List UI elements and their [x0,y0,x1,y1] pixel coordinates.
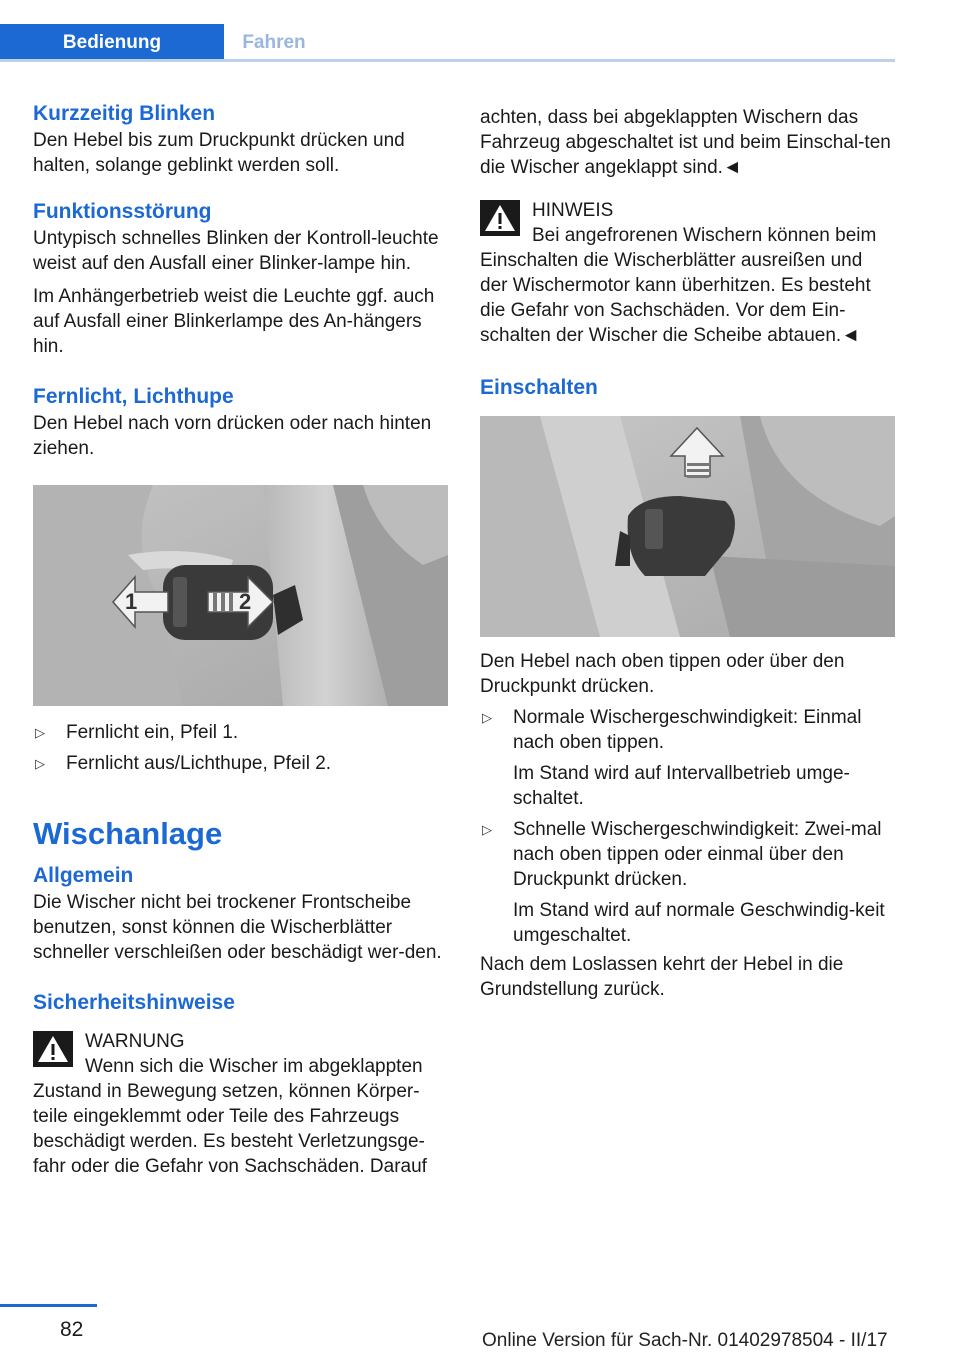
hint-text: Einschalten die Wischerblätter ausreißen und der Wischermotor kann überhitzen. Es besteht die Gefahr von Sachschäden. Vor dem Ein-schalten der Wischer die Scheibe abtauen.◄ [480,250,871,346]
list-item: ▷ Schnelle Wischergeschwindigkeit: Zwei-mal nach oben tippen oder einmal über den Druckpunkt drücken. Im Stand wird auf normale Geschwindig-keit umgeschaltet. [480,817,895,948]
bullet-triangle-icon: ▷ [482,710,492,725]
header-rule [0,59,895,62]
fernlicht-list [33,720,448,776]
tab-fahren[interactable]: Fahren [242,32,306,53]
tab-bedienung[interactable]: Bedienung [0,24,224,62]
bullet-triangle-icon: ▷ [35,756,45,771]
page-number: 82 [60,1318,84,1341]
warning-triangle-icon [480,200,520,236]
einschalten-list [480,705,895,948]
bullet-triangle-icon: ▷ [35,725,45,740]
heading-allgemein: Allgemein [33,864,134,887]
left-column [33,100,448,1179]
list-item-note: Im Stand wird auf normale Geschwindig-keit umgeschaltet. [513,900,885,946]
right-column [480,100,895,1002]
heading-sicherheitshinweise: Sicherheitshinweise [33,991,235,1014]
text-grundstellung: Nach dem Loslassen kehrt der Hebel in die Grundstellung zurück. [480,954,844,1000]
warning-text: Zustand in Bewegung setzen, können Körper-teile eingeklemmt oder Teile des Fahrzeugs beschädigt werden. Es besteht Verletzungsge-fahr oder die Gefahr von Sachschäden. Darauf [33,1081,427,1177]
heading-wischanlage: Wischanlage [33,816,223,851]
warning-label: WARNUNG [85,1031,185,1052]
bullet-triangle-icon: ▷ [482,822,492,837]
list-item-note: Im Stand wird auf Intervallbetrieb umge-schaltet. [513,763,850,809]
heading-funktionsstoerung: Funktionsstörung [33,200,212,223]
figure-wischer-hebel [480,416,895,637]
figure-label-1: 1 [125,589,138,614]
list-item: ▷ Fernlicht aus/Lichthupe, Pfeil 2. [35,753,332,774]
header-tabs [0,24,895,62]
warning-box [33,1029,448,1179]
list-item: ▷ Normale Wischergeschwindigkeit: Einmal nach oben tippen. Im Stand wird auf Intervallbetrieb umge-schaltet. [480,705,895,811]
warning-triangle-icon [33,1031,73,1067]
online-version-note: Online Version für Sach-Nr. 01402978504 - II/17 [482,1330,888,1351]
heading-kurzzeitig-blinken: Kurzzeitig Blinken [33,102,216,125]
figure-label-2: 2 [239,589,252,614]
warning-text-first-line: Wenn sich die Wischer im abgeklappten [85,1056,423,1077]
text-kurzzeitig-blinken: Den Hebel bis zum Druckpunkt drücken und halten, solange geblinkt werden soll. [33,130,405,176]
hint-box [480,198,895,348]
text-funktionsstoerung-2: Im Anhängerbetrieb weist die Leuchte ggf. auch auf Ausfall einer Blinkerlampe des An-hängers hin. [33,286,435,357]
text-fernlicht: Den Hebel nach vorn drücken oder nach hinten ziehen. [33,413,432,459]
text-funktionsstoerung-1: Untypisch schnelles Blinken der Kontroll-leuchte weist auf den Ausfall einer Blinker-lampe hin. [33,228,439,274]
heading-fernlicht: Fernlicht, Lichthupe [33,385,234,408]
hint-text-first-line: Bei angefrorenen Wischern können beim [532,225,877,246]
hint-label: HINWEIS [532,200,614,221]
list-item: ▷ Fernlicht ein, Pfeil 1. [35,722,239,743]
footer-rule [0,1304,97,1307]
text-einschalten: Den Hebel nach oben tippen oder über den Druckpunkt drücken. [480,651,845,697]
figure-fernlicht-hebel [33,485,448,706]
heading-einschalten: Einschalten [480,376,598,399]
text-allgemein: Die Wischer nicht bei trockener Frontscheibe benutzen, sonst können die Wischerblätter schneller verschleißen oder beschädigt wer-den. [33,892,442,963]
text-warning-continued: achten, dass bei abgeklappten Wischern das Fahrzeug abgeschaltet ist und beim Einschal-ten die Wischer angeklappt sind.◄ [480,107,891,178]
